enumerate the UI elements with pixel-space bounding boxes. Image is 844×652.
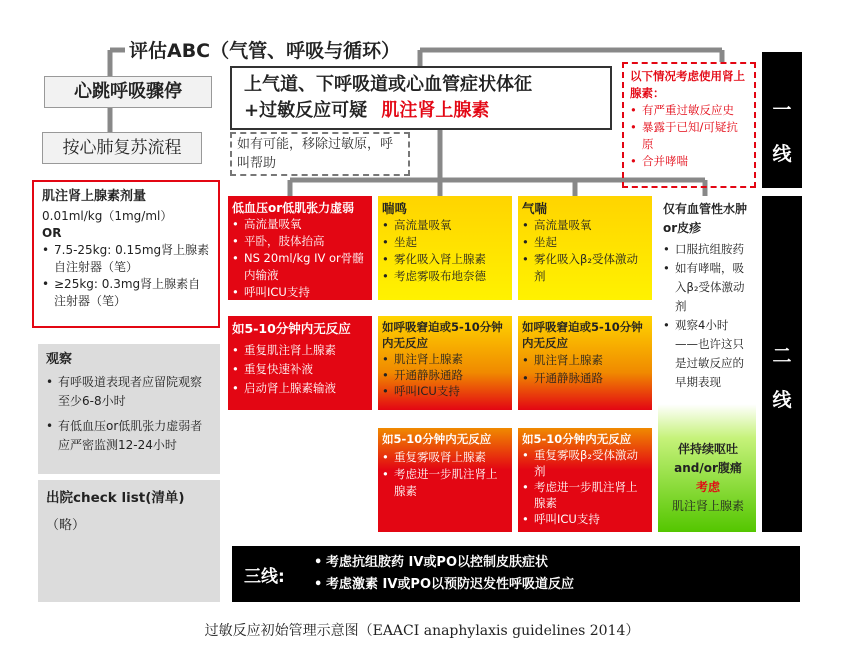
figure-caption: 过敏反应初始管理示意图（EAACI anaphylaxis guidelines 2014）: [204, 623, 640, 639]
main-box-highlight: 肌注肾上腺素: [381, 100, 490, 121]
col3-followup-box: [518, 316, 652, 410]
discharge-note: （略）: [46, 518, 86, 533]
col1-item: • 高流量吸氧: [232, 216, 368, 233]
main-symptom-box: [230, 66, 612, 130]
observe-title: 观察: [46, 352, 73, 367]
col3-follow2-item: • 重复雾吸β₂受体激动剂: [522, 447, 648, 479]
col2-follow2-title: 如5-10分钟内无反应: [382, 432, 492, 446]
consider-item: • 合并哮喘: [630, 153, 748, 170]
col2-follow-title: 如呼吸窘迫或5-10分钟内无反应: [382, 320, 503, 350]
col3-follow2-item: • 考虑进一步肌注肾上腺素: [522, 479, 648, 511]
main-box-line2: +过敏反应可疑: [244, 100, 368, 121]
third-line-box: [232, 546, 800, 602]
col1-item: • 平卧，肢体抬高: [232, 233, 368, 250]
wheeze-box: [518, 196, 652, 300]
third-line-item: • 考虑激素 IV或PO以预防迟发性呼吸道反应: [314, 574, 574, 596]
col1-follow-item: • 重复肌注肾上腺素: [232, 341, 368, 360]
page-title: 评估ABC（气管、呼吸与循环）: [125, 36, 404, 63]
col3-title: 气喘: [522, 201, 548, 216]
dose-or: OR: [42, 226, 62, 240]
dose-item: • 7.5-25kg: 0.15mg肾上腺素自注射器（笔）: [42, 242, 210, 276]
col4-item: • 如有哮喘，吸入β₂受体激动剂: [663, 259, 751, 316]
col2-title: 喘鸣: [382, 201, 408, 216]
third-line-item: • 考虑抗组胺药 IV或PO以控制皮肤症状: [314, 552, 574, 574]
col1-item: • 呼叫ICU支持: [232, 284, 368, 301]
consider-item: • 有严重过敏反应史: [630, 102, 748, 119]
col1-follow-title: 如5-10分钟内无反应: [232, 321, 351, 336]
col3-follow2-item: • 呼叫ICU支持: [522, 511, 648, 527]
consider-title: 以下情况考虑使用肾上腺素：: [630, 69, 745, 100]
second-line-label: 二线: [762, 196, 802, 532]
col4-bottom-action: 肌注肾上腺素: [671, 499, 744, 513]
col2-follow-item: • 呼叫ICU支持: [382, 383, 508, 399]
discharge-title: 出院check list(清单): [46, 490, 185, 506]
col3-item: • 雾化吸入β₂受体激动剂: [522, 251, 648, 285]
dose-box: [32, 180, 220, 328]
col3-item: • 坐起: [522, 234, 648, 251]
cpr-flow-box: 按心肺复苏流程: [42, 132, 202, 164]
col1-title: 低血压or低肌张力虚弱: [232, 201, 355, 215]
col1-followup-box: [228, 316, 372, 410]
col4-bottom: [664, 440, 752, 516]
col2-item: • 雾化吸入肾上腺素: [382, 251, 508, 268]
observe-item: • 有呼吸道表现者应留院观察至少6-8小时: [46, 373, 212, 411]
stridor-box: [378, 196, 512, 300]
col2-follow-item: • 开通静脉通路: [382, 367, 508, 383]
col4-item: • 口服抗组胺药: [663, 240, 751, 259]
dose-item: • ≥25kg: 0.3mg肾上腺素自注射器（笔）: [42, 276, 210, 310]
angioedema-box: [658, 196, 756, 532]
col1-follow-item: • 重复快速补液: [232, 360, 368, 379]
hypotension-box: [228, 196, 372, 300]
col2-followup-box: [378, 316, 512, 410]
discharge-box: [38, 480, 220, 602]
col3-item: • 高流量吸氧: [522, 217, 648, 234]
col3-follow-item: • 肌注肾上腺素: [522, 351, 648, 369]
col3-follow2-title: 如5-10分钟内无反应: [522, 432, 632, 446]
col1-follow-item: • 启动肾上腺素输液: [232, 379, 368, 398]
col4-title: 仅有血管性水肿or皮疹: [663, 202, 748, 235]
col4-item: • 观察4小时——也许这只是过敏反应的早期表现: [663, 316, 751, 392]
third-line-label: 三线:: [244, 566, 285, 587]
col2-item: • 高流量吸氧: [382, 217, 508, 234]
col2-follow-item: • 肌注肾上腺素: [382, 351, 508, 367]
col1-item: • NS 20ml/kg IV or骨髓内输液: [232, 250, 368, 284]
col4-bottom-title: 伴持续呕吐and/or腹痛: [674, 442, 742, 475]
first-line-label: 一线: [762, 52, 802, 188]
cardiac-arrest-box: 心跳呼吸骤停: [44, 76, 212, 108]
col2-follow2-item: • 考虑进一步肌注肾上腺素: [382, 466, 508, 500]
col2-follow2-item: • 重复雾吸肾上腺素: [382, 449, 508, 466]
dose-line1: 0.01ml/kg（1mg/ml）: [42, 209, 173, 223]
col2-followup2-box: [378, 428, 512, 532]
col4-bottom-consider: 考虑: [695, 480, 720, 494]
col2-item: • 考虑雾吸布地奈德: [382, 268, 508, 285]
consider-item: • 暴露于已知/可疑抗原: [630, 119, 748, 153]
remove-allergen-box: 如有可能，移除过敏原，呼叫帮助: [230, 132, 410, 176]
col3-followup2-box: [518, 428, 652, 532]
dose-title: 肌注肾上腺素剂量: [42, 189, 147, 204]
consider-adrenaline-box: [622, 62, 756, 188]
col3-follow-title: 如呼吸窘迫或5-10分钟内无反应: [522, 320, 643, 350]
observe-item: • 有低血压or低肌张力虚弱者应严密监测12-24小时: [46, 417, 212, 455]
observe-box: [38, 344, 220, 474]
main-box-line1: 上气道、下呼吸道或心血管症状体征: [244, 74, 532, 95]
col3-follow-item: • 开通静脉通路: [522, 369, 648, 387]
col2-item: • 坐起: [382, 234, 508, 251]
